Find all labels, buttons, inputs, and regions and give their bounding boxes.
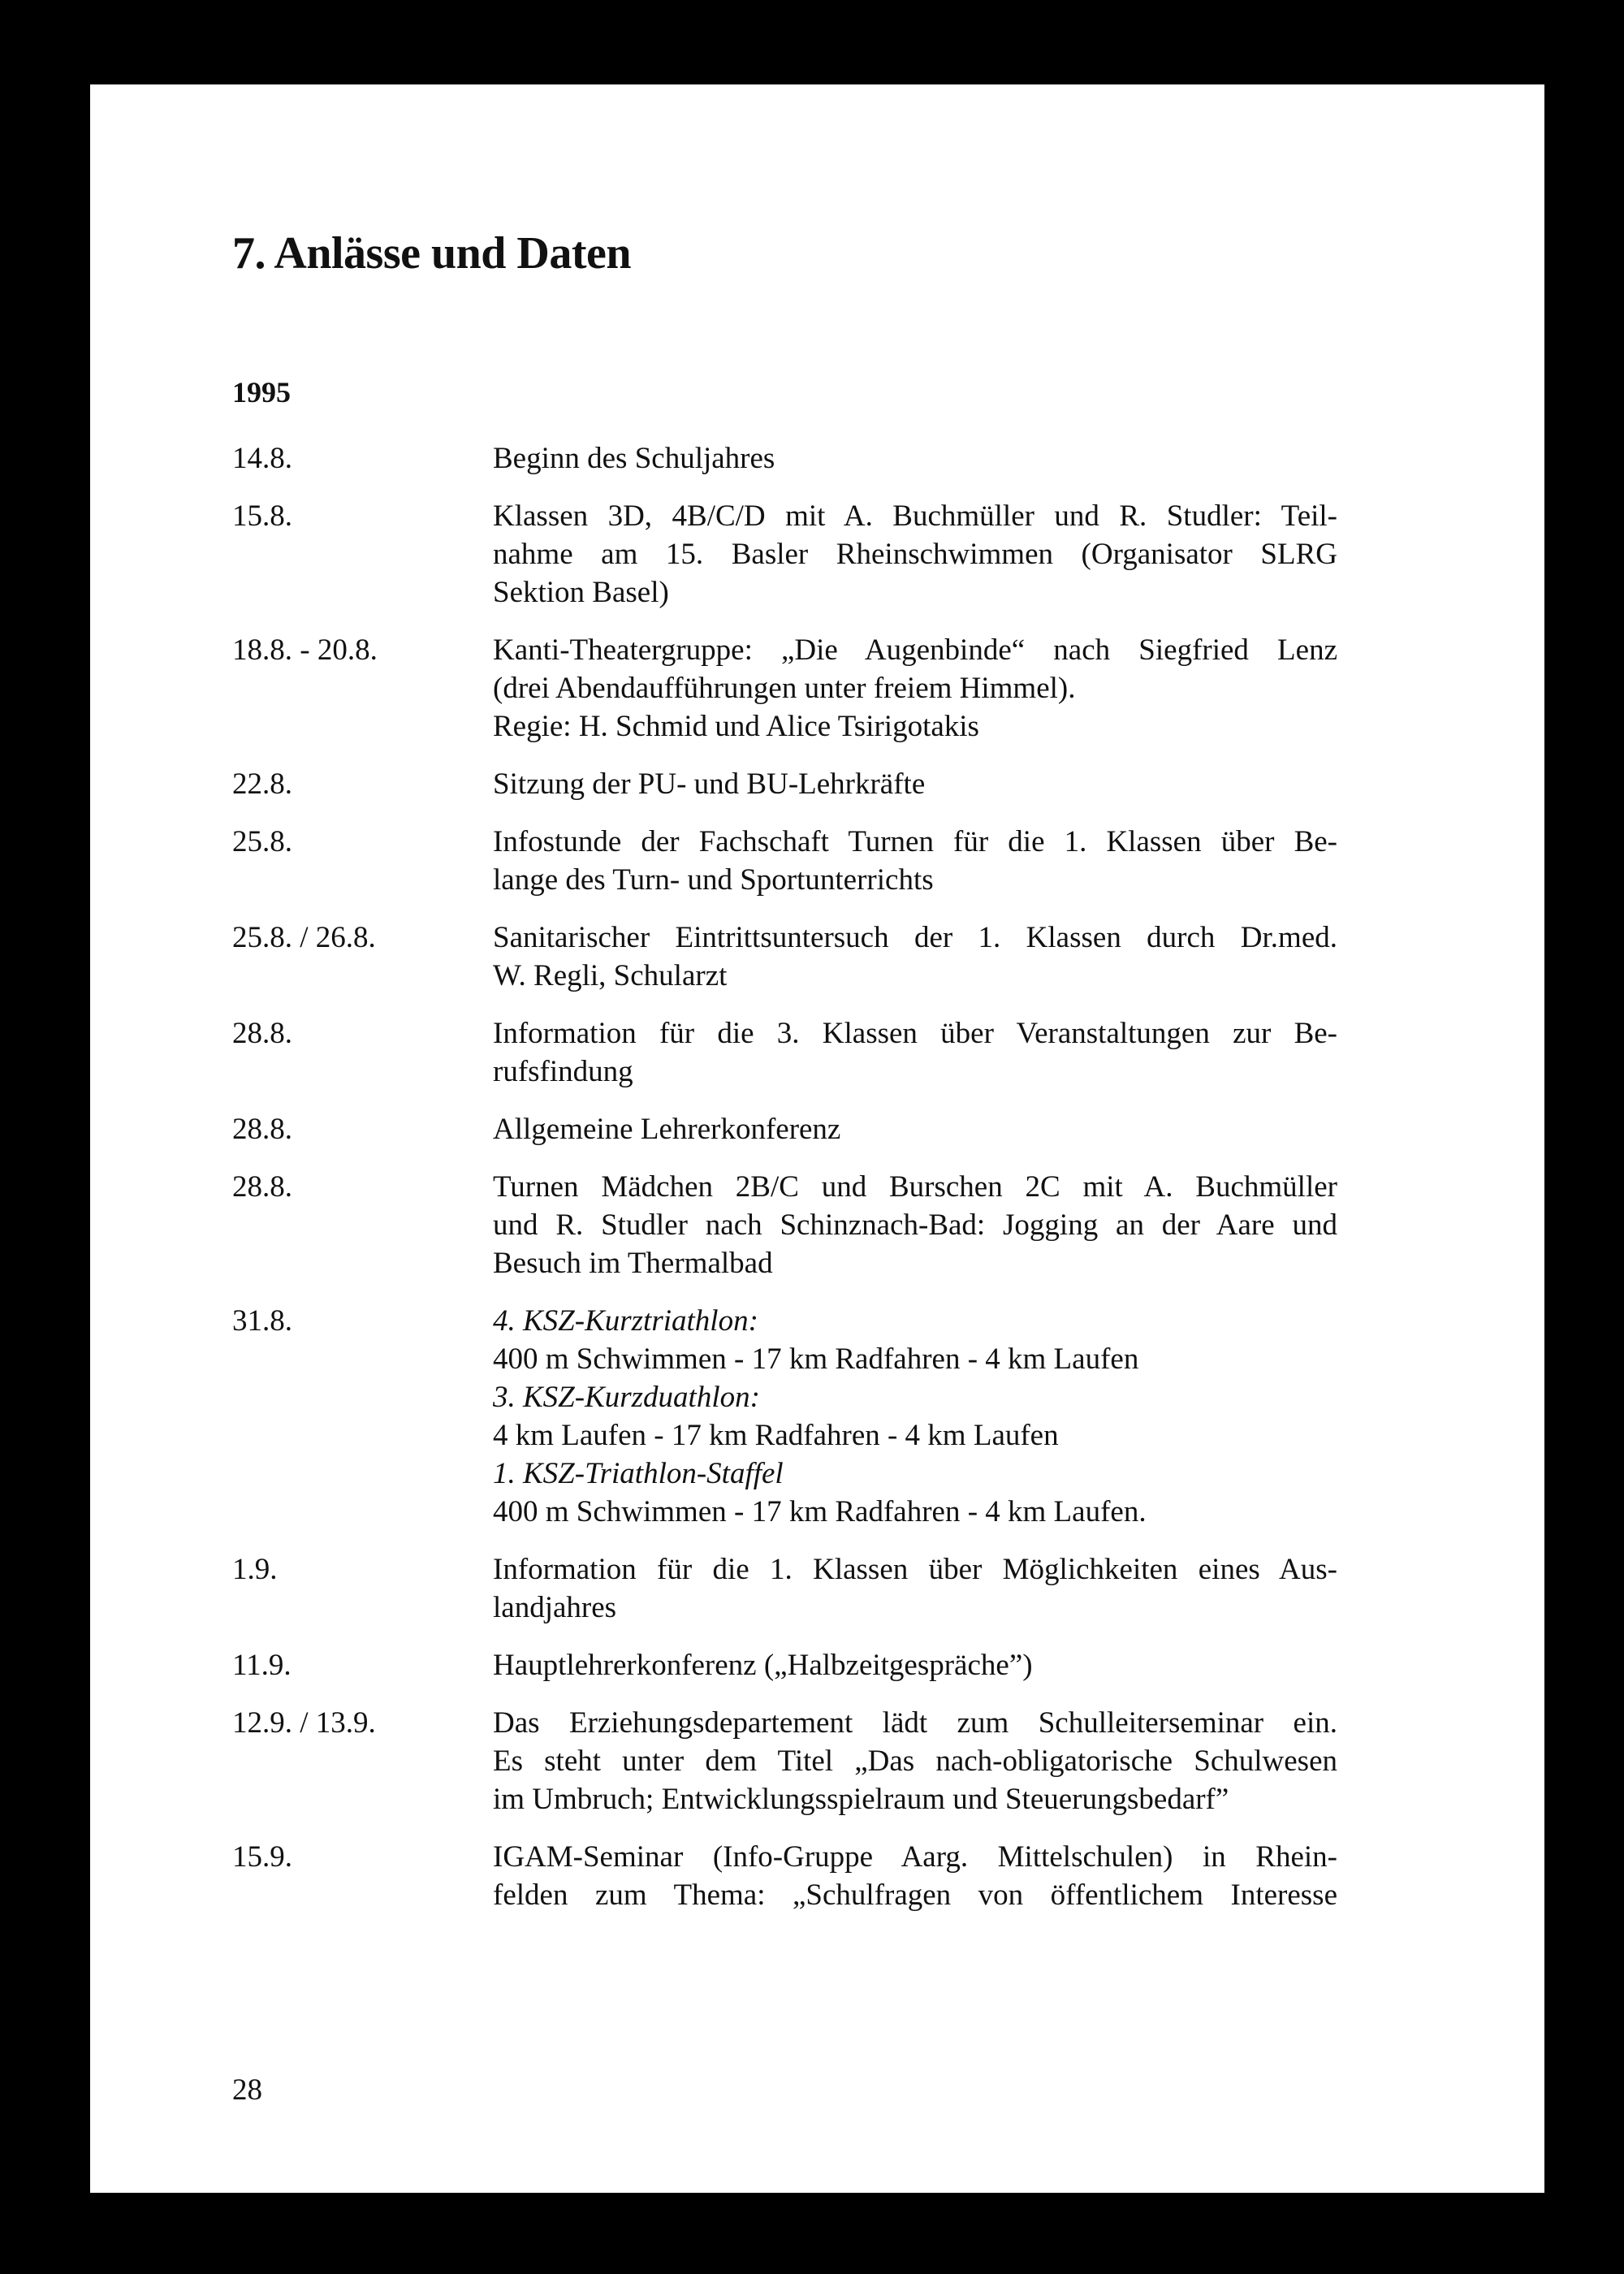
event-date: 12.9. / 13.9. <box>232 1706 376 1740</box>
event-entry <box>232 1014 1434 1091</box>
event-entry <box>232 1302 1434 1531</box>
event-description <box>493 1014 1337 1091</box>
event-description-line: W. Regli, Schularzt <box>493 959 728 992</box>
event-description-line: felden zum Thema: „Schulfragen von öffentlichem Interesse <box>493 1878 1337 1912</box>
event-description-line: Regie: H. Schmid und Alice Tsirigotakis <box>493 710 979 743</box>
event-description-line: nahme am 15. Basler Rheinschwimmen (Organisator SLRG <box>493 538 1337 571</box>
event-date: 1.9. <box>232 1553 278 1586</box>
event-description-line: Infostunde der Fachschaft Turnen für die 1. Klassen über Be- <box>493 825 1337 858</box>
event-entry <box>232 439 1434 478</box>
event-entry <box>232 1646 1434 1684</box>
event-description-line: 4. KSZ-Kurztriathlon: <box>493 1304 758 1338</box>
event-description-line: Turnen Mädchen 2B/C und Burschen 2C mit A. Buchmüller <box>493 1170 1337 1204</box>
event-description-line: (drei Abendaufführungen unter freiem Himmel). <box>493 672 1076 705</box>
event-description-line: Sektion Basel) <box>493 576 669 609</box>
event-description-line: 4 km Laufen - 17 km Radfahren - 4 km Laufen <box>493 1419 1059 1452</box>
event-date: 25.8. <box>232 825 292 858</box>
event-entry <box>232 919 1434 995</box>
event-date: 28.8. <box>232 1170 292 1204</box>
event-entry <box>232 631 1434 746</box>
event-entry <box>232 1550 1434 1627</box>
event-date: 28.8. <box>232 1113 292 1146</box>
event-description-line: Klassen 3D, 4B/C/D mit A. Buchmüller und R. Studler: Teil- <box>493 499 1337 533</box>
event-entry <box>232 1838 1434 1914</box>
event-description <box>493 1646 1337 1684</box>
event-description-line: Information für die 1. Klassen über Möglichkeiten eines Aus- <box>493 1553 1337 1586</box>
event-description-line: Das Erziehungsdepartement lädt zum Schulleiterseminar ein. <box>493 1706 1337 1740</box>
event-entry <box>232 765 1434 803</box>
event-entry <box>232 1704 1434 1818</box>
event-date: 15.9. <box>232 1840 292 1874</box>
event-entry <box>232 497 1434 612</box>
page-number: 28 <box>232 2073 262 2107</box>
event-entry <box>232 823 1434 899</box>
event-date: 11.9. <box>232 1649 292 1682</box>
event-description-line: Besuch im Thermalbad <box>493 1247 773 1280</box>
event-description <box>493 1168 1337 1282</box>
event-date: 18.8. - 20.8. <box>232 633 378 667</box>
event-description <box>493 497 1337 612</box>
event-description-line: Information für die 3. Klassen über Veranstaltungen zur Be- <box>493 1017 1337 1050</box>
event-description-line: rufsfindung <box>493 1055 633 1088</box>
event-description-line: im Umbruch; Entwicklungsspielraum und Steuerungsbedarf” <box>493 1783 1229 1816</box>
event-date: 22.8. <box>232 767 292 801</box>
event-description-line: 3. KSZ-Kurzduathlon: <box>493 1381 760 1414</box>
event-date: 31.8. <box>232 1304 292 1338</box>
event-description <box>493 1110 1337 1148</box>
event-description <box>493 765 1337 803</box>
event-description <box>493 1302 1337 1531</box>
event-description-line: Beginn des Schuljahres <box>493 442 775 475</box>
page-title: 7. Anlässe und Daten <box>232 228 632 279</box>
event-description <box>493 919 1337 995</box>
event-description-line: 1. KSZ-Triathlon-Staffel <box>493 1457 784 1490</box>
year-heading: 1995 <box>232 376 291 409</box>
event-description-line: und R. Studler nach Schinznach-Bad: Jogging an der Aare und <box>493 1208 1337 1242</box>
event-description-line: 400 m Schwimmen - 17 km Radfahren - 4 km Laufen. <box>493 1495 1147 1528</box>
event-description-line: Es steht unter dem Titel „Das nach-obligatorische Schulwesen <box>493 1744 1337 1778</box>
event-description-line: IGAM-Seminar (Info-Gruppe Aarg. Mittelschulen) in Rhein- <box>493 1840 1337 1874</box>
event-description-line: Sitzung der PU- und BU-Lehrkräfte <box>493 767 926 801</box>
event-description <box>493 631 1337 746</box>
event-description <box>493 1838 1337 1914</box>
event-description-line: Hauptlehrerkonferenz („Halbzeitgespräche”) <box>493 1649 1033 1682</box>
event-description-line: lange des Turn- und Sportunterrichts <box>493 863 934 897</box>
event-date: 28.8. <box>232 1017 292 1050</box>
event-entry <box>232 1110 1434 1148</box>
event-description-line: Kanti-Theatergruppe: „Die Augenbinde“ nach Siegfried Lenz <box>493 633 1337 667</box>
events-list <box>232 439 1434 1934</box>
event-description <box>493 1704 1337 1818</box>
event-description <box>493 439 1337 478</box>
event-description-line: landjahres <box>493 1591 617 1624</box>
event-date: 14.8. <box>232 442 292 475</box>
event-description-line: Sanitarischer Eintrittsuntersuch der 1. Klassen durch Dr.med. <box>493 921 1337 954</box>
event-description-line: 400 m Schwimmen - 17 km Radfahren - 4 km Laufen <box>493 1342 1139 1376</box>
event-description <box>493 823 1337 899</box>
event-description <box>493 1550 1337 1627</box>
event-date: 25.8. / 26.8. <box>232 921 376 954</box>
document-page <box>90 84 1544 2193</box>
event-entry <box>232 1168 1434 1282</box>
event-date: 15.8. <box>232 499 292 533</box>
event-description-line: Allgemeine Lehrerkonferenz <box>493 1113 841 1146</box>
